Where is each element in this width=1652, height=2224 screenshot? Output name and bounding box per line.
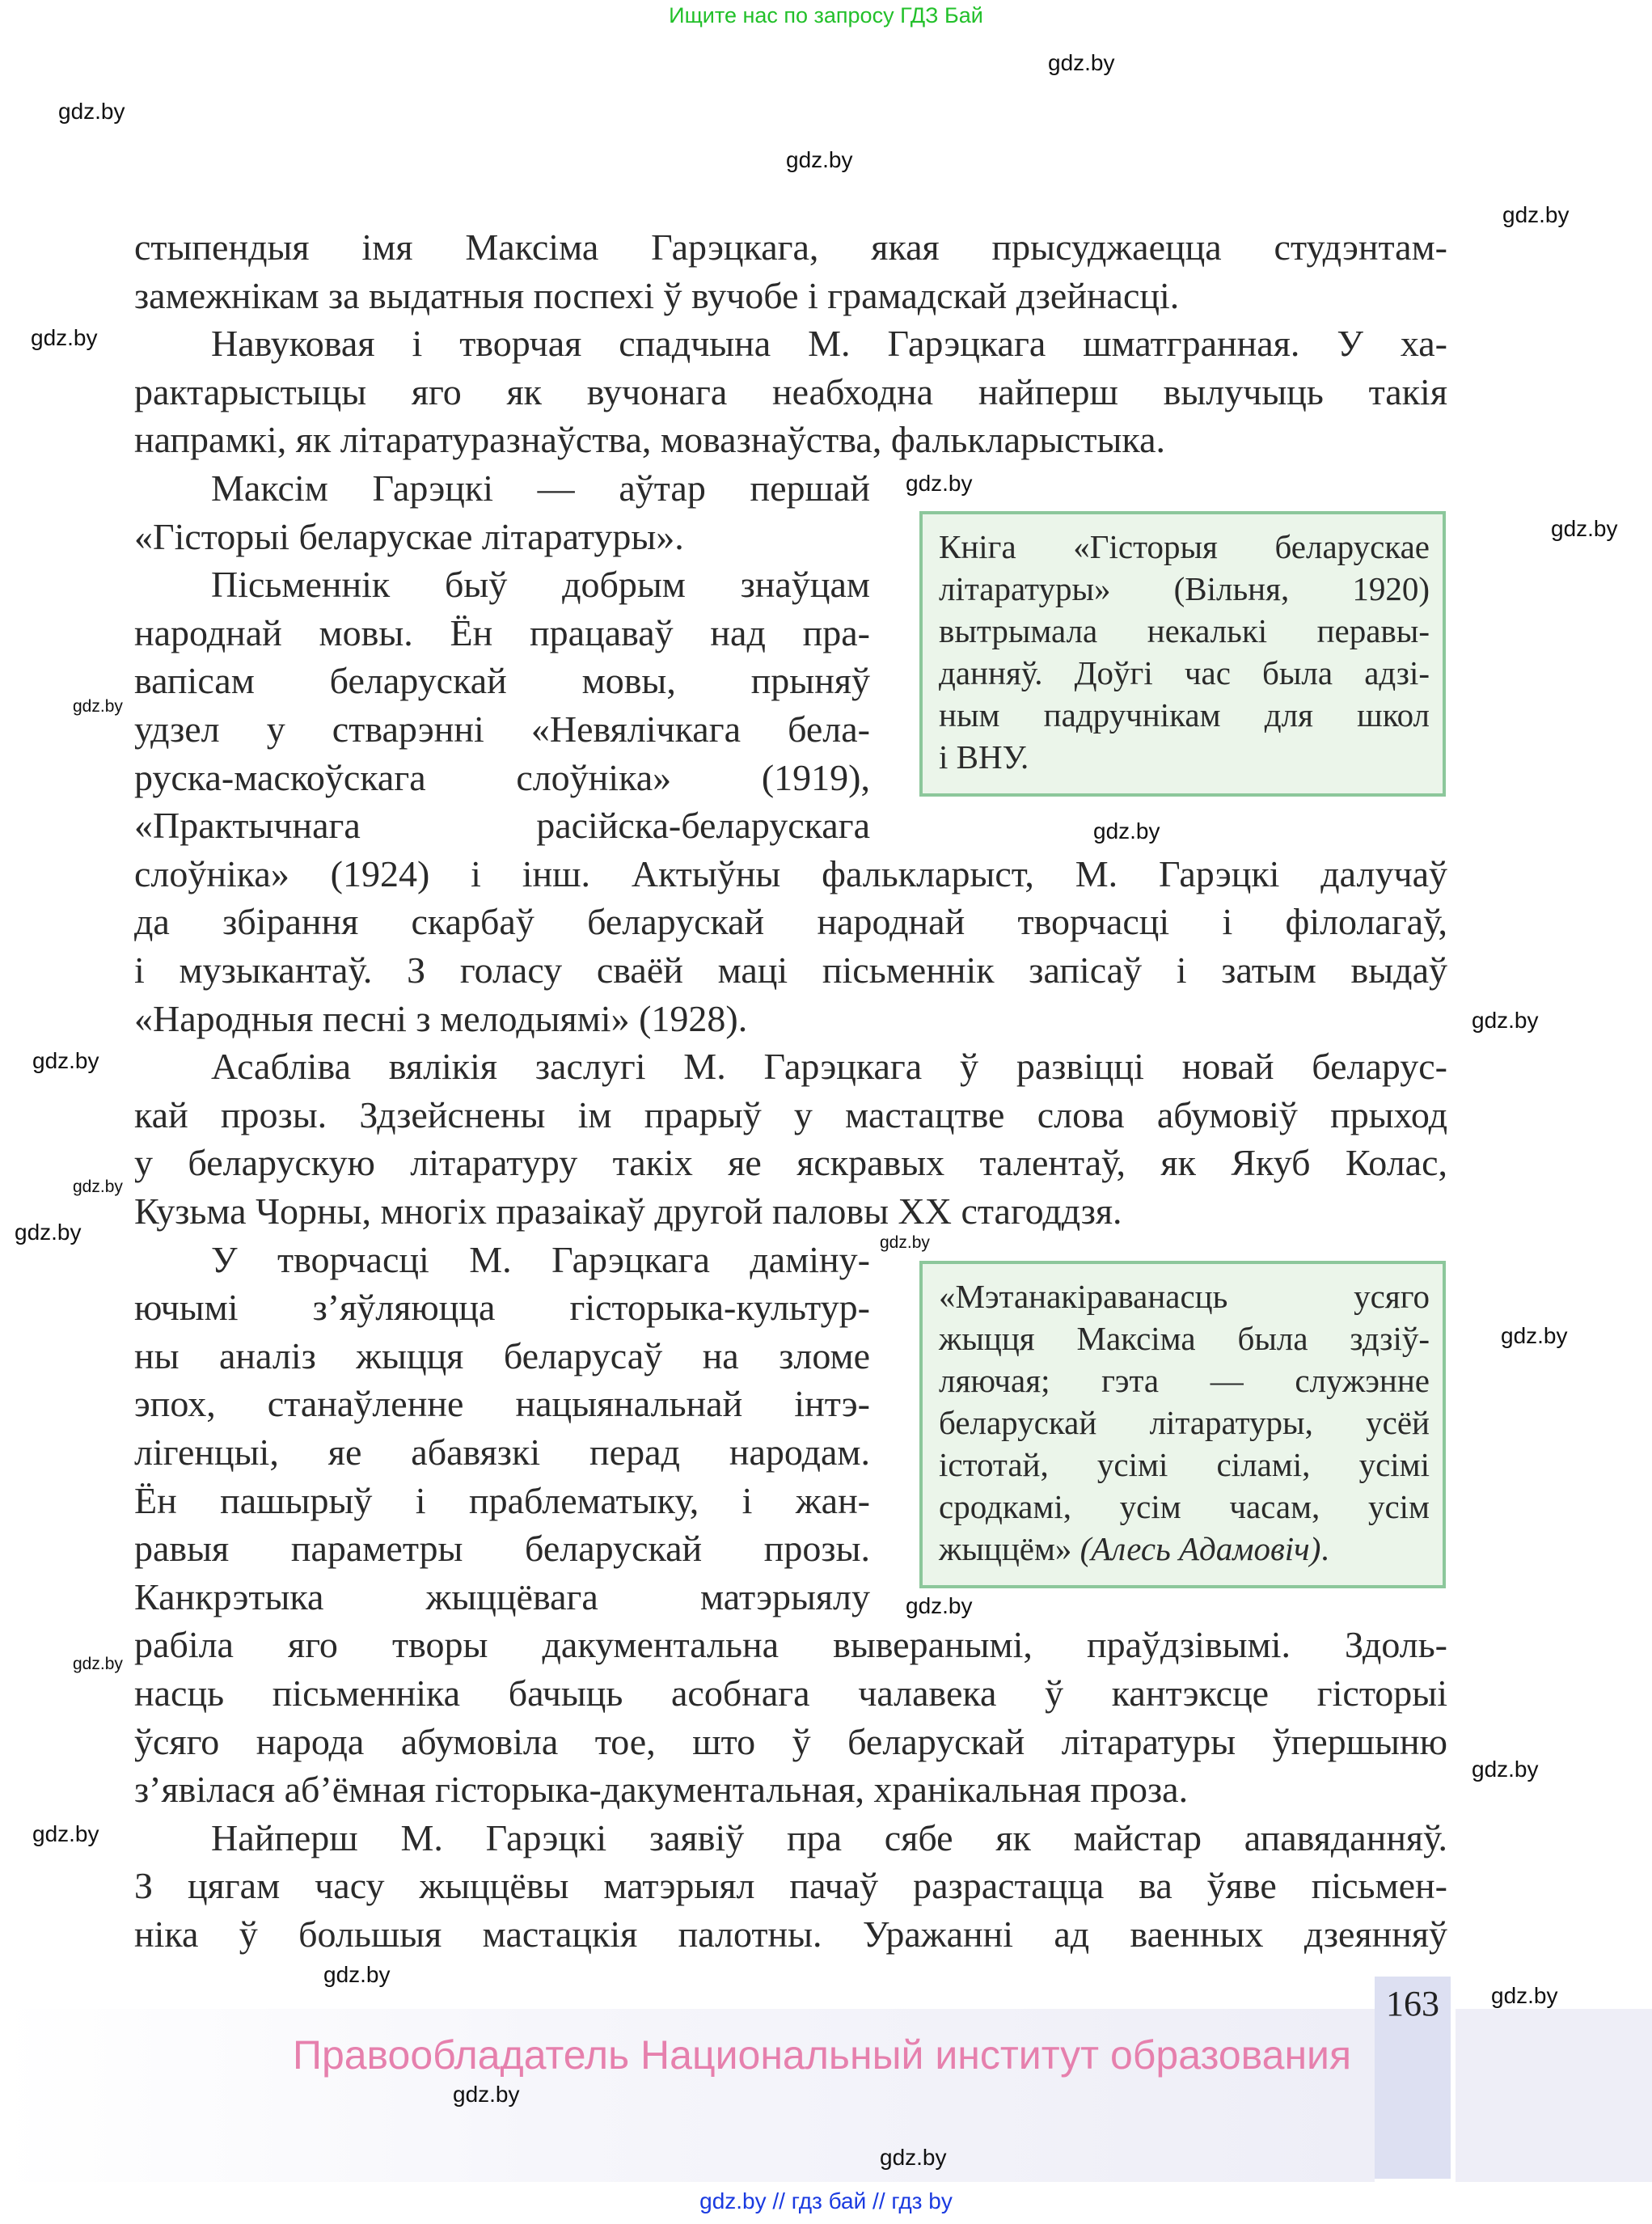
text-line: Кузьма Чорны, многіх празаікаў другой паловы XX стагоддзя.: [134, 1190, 1122, 1232]
quote-author: (Алесь Адамовіч): [1080, 1530, 1321, 1567]
watermark: gdz.by: [1472, 1757, 1539, 1782]
text-line: рактарыстыцы яго як вучонага неабходна найперш вылучыць такія: [134, 370, 1447, 412]
watermark: gdz.by: [323, 1962, 391, 1987]
text-line: эпох, станаўленне нацыянальнай інтэ-: [134, 1383, 870, 1425]
sidebox-line: і ВНУ.: [939, 738, 1029, 776]
text-line: да збірання скарбаў беларускай народнай творчасці і філолагаў,: [134, 901, 1447, 943]
watermark: gdz.by: [1551, 516, 1618, 541]
sidebox-line: Кніга «Гісторыя беларускае: [939, 528, 1430, 565]
watermark: gdz.by: [1491, 1983, 1558, 2008]
text-line: «Народныя песні з мелодыямі» (1928).: [134, 997, 748, 1039]
watermark: gdz.by: [906, 471, 973, 496]
sidebox-line: жыцця Максіма была здзіў-: [939, 1320, 1430, 1357]
sidebox-quote: [919, 1261, 1446, 1588]
text-line: ючымі з’яўляюцца гісторыка-культур-: [134, 1287, 870, 1329]
text-line: кай прозы. Здзейснены ім прарыў у мастацтве слова абумовіў прыход: [134, 1093, 1447, 1135]
text-line: Найперш М. Гарэцкі заявіў пра сябе як майстар апавяданняў.: [211, 1816, 1447, 1858]
watermark: gdz.by: [73, 1655, 123, 1673]
text-line: У творчасці М. Гарэцкага даміну-: [211, 1238, 870, 1280]
text-line: з’явілася аб’ёмная гісторыка-дакументальная, хранікальная проза.: [134, 1769, 1189, 1811]
sidebox-line: вытрымала некалькі перавы-: [939, 612, 1430, 649]
text-line: ўсяго народа абумовіла тое, што ў беларускай літаратуры ўпершыню: [134, 1720, 1447, 1762]
text-line: лігенцыі, яе абавязкі перад народам.: [134, 1431, 870, 1473]
watermark: gdz.by: [453, 2082, 520, 2107]
watermark: gdz.by: [58, 99, 125, 124]
sidebox-line: сродкамі, усім часам, усім: [939, 1488, 1430, 1525]
text-line: рабіла яго творы дакументальна выверанымі, праўдзівымі. Здоль-: [134, 1624, 1447, 1666]
sidebox-line: беларускай літаратуры, усёй: [939, 1404, 1430, 1441]
quote-period: .: [1320, 1530, 1329, 1567]
text-line: Максім Гарэцкі — аўтар першай: [211, 467, 870, 509]
watermark: gdz.by: [32, 1821, 99, 1846]
quote-attribution-line: [939, 1528, 1430, 1570]
sidebox-line: данняў. Доўгі час была адзі-: [939, 654, 1430, 691]
watermark: gdz.by: [786, 147, 853, 172]
sidebox-book-info: [919, 511, 1446, 797]
bottom-links[interactable]: gdz.by // гдз бай // гдз by: [699, 2188, 953, 2213]
text-line: удзел у стварэнні «Невялічкага бела-: [134, 708, 870, 750]
sidebox-line: ляючая; гэта — служэнне: [939, 1362, 1430, 1399]
watermark: gdz.by: [906, 1593, 973, 1618]
text-line: З цягам часу жыццёвы матэрыял пачаў разрастацца ва ўяве пісьмен-: [134, 1865, 1447, 1907]
text-line: «Гісторыі беларускае літаратуры».: [134, 515, 684, 557]
watermark: gdz.by: [1093, 818, 1160, 844]
text-line: «Практычнага расійска-беларускага: [134, 805, 870, 847]
watermark: gdz.by: [15, 1220, 82, 1245]
text-line: Навуковая і творчая спадчына М. Гарэцкага шматгранная. У ха-: [211, 323, 1447, 365]
text-line: руска-маскоўскага слоўніка» (1919),: [134, 756, 870, 798]
text-line: стыпендыя імя Максіма Гарэцкага, якая прысуджаецца студэнтам-: [134, 226, 1447, 268]
watermark: gdz.by: [1048, 50, 1115, 75]
text-line: ніка ў большыя мастацкія палотны. Уражанні ад ваенных дзеянняў: [134, 1913, 1447, 1955]
page-number: 163: [1386, 1984, 1439, 2023]
watermark: gdz.by: [880, 1233, 930, 1252]
text-line: насць пісьменніка бачыць асобнага чалавека ў кантэксце гісторыі: [134, 1672, 1447, 1714]
sidebox-line: «Мэтанакіраванасць усяго: [939, 1278, 1430, 1315]
text-line: Ён пашырыў і праблематыку, і жан-: [134, 1479, 870, 1521]
text-line: напрамкі, як літаратуразнаўства, мовазнаўства, фалькларыстыка.: [134, 419, 1165, 461]
watermark: gdz.by: [1472, 1008, 1539, 1033]
text-line: равыя параметры беларускай прозы.: [134, 1528, 870, 1570]
sidebox-line: ным падручнікам для школ: [939, 696, 1430, 734]
text-line: у беларускую літаратуру такіх яе яскравых талентаў, як Якуб Колас,: [134, 1142, 1447, 1184]
watermark: gdz.by: [1502, 202, 1570, 227]
watermark: gdz.by: [1501, 1323, 1568, 1348]
text-line: народнай мовы. Ён працаваў над пра-: [134, 611, 870, 653]
text-line: замежнікам за выдатныя поспехі ў вучобе і грамадскай дзейнасці.: [134, 274, 1180, 316]
sidebox-line: істотай, усімі сіламі, усімі: [939, 1446, 1430, 1483]
text-line: Канкрэтыка жыццёвага матэрыялу: [134, 1575, 870, 1617]
watermark: gdz.by: [880, 2145, 947, 2170]
text-line: і музыкантаў. З голасу сваёй маці пісьменнік запісаў і затым выдаў: [134, 949, 1447, 991]
watermark: gdz.by: [73, 697, 123, 716]
text-line: Пісьменнік быў добрым знаўцам: [211, 564, 870, 606]
search-hint-banner: Ищите нас по запросу ГДЗ Бай: [669, 3, 983, 27]
watermark: gdz.by: [73, 1178, 123, 1196]
footer-right-panel: [1456, 2009, 1652, 2182]
watermark: gdz.by: [32, 1048, 99, 1073]
watermark: gdz.by: [31, 325, 98, 350]
text-line: вапісам беларускай мовы, прыняў: [134, 660, 870, 702]
quote-end: жыццём»: [939, 1530, 1080, 1567]
text-line: ны аналіз жыцця беларусаў на зломе: [134, 1334, 870, 1376]
sidebox-line: літаратуры» (Вільня, 1920): [939, 570, 1430, 607]
rights-holder-notice: Правообладатель Национальный институт образования: [293, 2032, 1352, 2078]
text-line: слоўніка» (1924) і інш. Актыўны фалькларыст, М. Гарэцкі далучаў: [134, 852, 1447, 894]
text-line: Асабліва вялікія заслугі М. Гарэцкага ў развіцці новай беларус-: [211, 1046, 1447, 1088]
